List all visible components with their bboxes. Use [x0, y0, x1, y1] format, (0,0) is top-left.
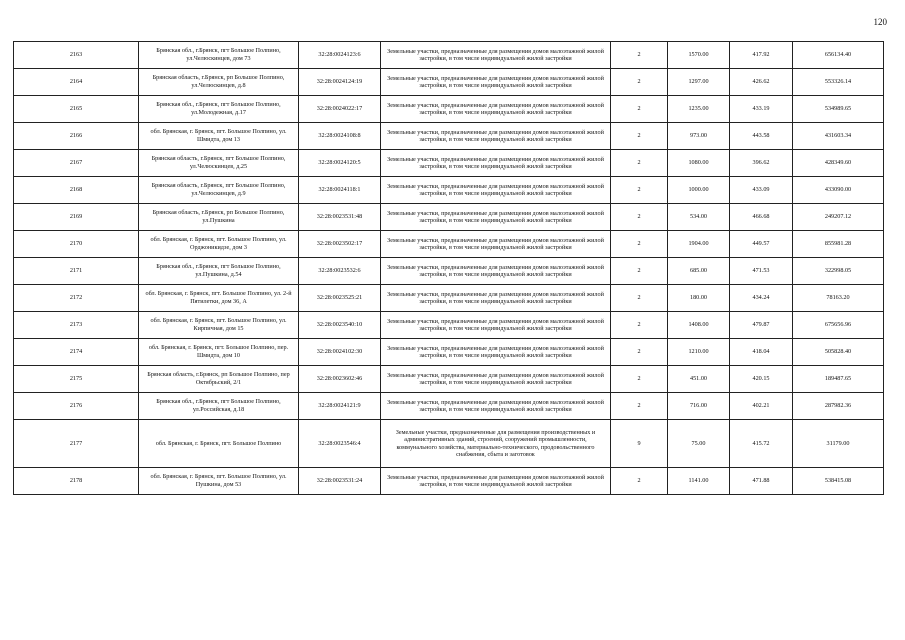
group-cell: 2 — [611, 123, 668, 150]
table-row — [14, 468, 884, 495]
table-row — [14, 339, 884, 366]
specific-value-cell: 420.15 — [730, 366, 793, 393]
address-cell: обл. Брянская, г. Брянск, пгт. Большое Полпино — [139, 420, 299, 468]
row-number-cell: 2164 — [14, 69, 139, 96]
row-number-cell: 2166 — [14, 123, 139, 150]
group-cell: 2 — [611, 258, 668, 285]
specific-value-cell: 426.62 — [730, 69, 793, 96]
cadastral-number-cell: 32:28:0024124:19 — [299, 69, 381, 96]
land-use-cell: Земельные участки, предназначенные для размещения домов малоэтажной жилой застройки, в том числе индивидуальной жилой застройки — [381, 96, 611, 123]
address-cell: обл. Брянская, г. Брянск, пгт. Большое Полпино, ул. Кирпичная, дом 15 — [139, 312, 299, 339]
cadastral-value-cell: 428349.60 — [793, 150, 884, 177]
address-cell: Брянская обл., г.Брянск, пгт Большое Полпино, ул.Челюскинцев, дом 73 — [139, 42, 299, 69]
land-use-cell: Земельные участки, предназначенные для размещения домов малоэтажной жилой застройки, в том числе индивидуальной жилой застройки — [381, 393, 611, 420]
group-cell: 2 — [611, 204, 668, 231]
row-number-cell: 2177 — [14, 420, 139, 468]
cadastral-value-cell: 31179.00 — [793, 420, 884, 468]
land-use-cell: Земельные участки, предназначенные для размещения домов малоэтажной жилой застройки, в том числе индивидуальной жилой застройки — [381, 312, 611, 339]
specific-value-cell: 417.92 — [730, 42, 793, 69]
group-cell: 2 — [611, 150, 668, 177]
area-cell: 1297.00 — [668, 69, 730, 96]
specific-value-cell: 415.72 — [730, 420, 793, 468]
table-row — [14, 393, 884, 420]
address-cell: Брянская область, г.Брянск, пгт Большое Полпино, ул.Челюскинцев, д.9 — [139, 177, 299, 204]
specific-value-cell: 434.24 — [730, 285, 793, 312]
specific-value-cell: 471.53 — [730, 258, 793, 285]
cadastral-number-cell: 32:28:0024123:6 — [299, 42, 381, 69]
group-cell: 2 — [611, 366, 668, 393]
cadastral-value-cell: 656134.40 — [793, 42, 884, 69]
area-cell: 1000.00 — [668, 177, 730, 204]
land-use-cell: Земельные участки, предназначенные для размещения домов малоэтажной жилой застройки, в том числе индивидуальной жилой застройки — [381, 204, 611, 231]
specific-value-cell: 466.68 — [730, 204, 793, 231]
land-use-cell: Земельные участки, предназначенные для размещения домов малоэтажной жилой застройки, в том числе индивидуальной жилой застройки — [381, 150, 611, 177]
address-cell: Брянская область, г.Брянск, рп Большое Полпино, ул.Челюскинцев, д.8 — [139, 69, 299, 96]
table-row — [14, 150, 884, 177]
land-use-cell: Земельные участки, предназначенные для размещения домов малоэтажной жилой застройки, в том числе индивидуальной жилой застройки — [381, 69, 611, 96]
cadastral-value-cell: 189487.65 — [793, 366, 884, 393]
group-cell: 2 — [611, 393, 668, 420]
table-row — [14, 204, 884, 231]
cadastral-value-cell: 78163.20 — [793, 285, 884, 312]
area-cell: 1141.00 — [668, 468, 730, 495]
page-number: 120 — [873, 17, 887, 27]
row-number-cell: 2175 — [14, 366, 139, 393]
specific-value-cell: 449.57 — [730, 231, 793, 258]
area-cell: 716.00 — [668, 393, 730, 420]
specific-value-cell: 433.09 — [730, 177, 793, 204]
address-cell: Брянская обл., г.Брянск, пгт Большое Полпино, ул.Российская, д.18 — [139, 393, 299, 420]
row-number-cell: 2172 — [14, 285, 139, 312]
row-number-cell: 2168 — [14, 177, 139, 204]
cadastral-value-cell: 675656.96 — [793, 312, 884, 339]
table-row — [14, 69, 884, 96]
address-cell: обл. Брянская, г. Брянск, пгт. Большое Полпино, ул. Пушкина, дом 53 — [139, 468, 299, 495]
cadastral-value-cell: 287982.36 — [793, 393, 884, 420]
group-cell: 2 — [611, 42, 668, 69]
cadastral-number-cell: 32:28:0023602:46 — [299, 366, 381, 393]
cadastral-number-cell: 32:28:0024118:1 — [299, 177, 381, 204]
address-cell: Брянская область, г.Брянск, рп Большое Полпино, ул.Пушкина — [139, 204, 299, 231]
area-cell: 534.00 — [668, 204, 730, 231]
area-cell: 1210.00 — [668, 339, 730, 366]
address-cell: обл. Брянская, г. Брянск, пгт. Большое Полпино, ул. Орджоникидзе, дом 3 — [139, 231, 299, 258]
cadastral-value-cell: 855981.28 — [793, 231, 884, 258]
address-cell: Брянская область, г.Брянск, пгт Большое Полпино, ул.Челюскинцев, д.25 — [139, 150, 299, 177]
area-cell: 1080.00 — [668, 150, 730, 177]
address-cell: Брянская обл., г.Брянск, пгт Большое Полпино, ул.Пушкина, д.54 — [139, 258, 299, 285]
land-use-cell: Земельные участки, предназначенные для размещения домов малоэтажной жилой застройки, в том числе индивидуальной жилой застройки — [381, 285, 611, 312]
cadastral-number-cell: 32:28:0024120:5 — [299, 150, 381, 177]
specific-value-cell: 418.04 — [730, 339, 793, 366]
cadastral-number-cell: 32:28:0023531:24 — [299, 468, 381, 495]
specific-value-cell: 402.21 — [730, 393, 793, 420]
cadastral-number-cell: 32:28:0023525:21 — [299, 285, 381, 312]
specific-value-cell: 471.88 — [730, 468, 793, 495]
area-cell: 1408.00 — [668, 312, 730, 339]
cadastral-value-cell: 538415.08 — [793, 468, 884, 495]
cadastral-value-cell: 433090.00 — [793, 177, 884, 204]
address-cell: Брянская область, г.Брянск, рп Большое Полпино, пер Октябрьский, 2/1 — [139, 366, 299, 393]
table-row — [14, 123, 884, 150]
area-cell: 1904.00 — [668, 231, 730, 258]
land-use-cell: Земельные участки, предназначенные для размещения домов малоэтажной жилой застройки, в том числе индивидуальной жилой застройки — [381, 258, 611, 285]
area-cell: 451.00 — [668, 366, 730, 393]
land-use-cell: Земельные участки, предназначенные для размещения домов малоэтажной жилой застройки, в том числе индивидуальной жилой застройки — [381, 468, 611, 495]
cadastral-value-cell: 322998.05 — [793, 258, 884, 285]
specific-value-cell: 443.58 — [730, 123, 793, 150]
area-cell: 1570.00 — [668, 42, 730, 69]
cadastral-value-table — [13, 41, 884, 495]
group-cell: 2 — [611, 69, 668, 96]
specific-value-cell: 396.62 — [730, 150, 793, 177]
address-cell: обл. Брянская, г. Брянск, пгт. Большое Полпино, ул. Шмидта, дом 13 — [139, 123, 299, 150]
cadastral-value-cell: 431603.34 — [793, 123, 884, 150]
address-cell: обл. Брянская, г. Брянск, пгт. Большое Полпино, ул. 2-й Пятилетки, дом 36, А — [139, 285, 299, 312]
area-cell: 75.00 — [668, 420, 730, 468]
group-cell: 9 — [611, 420, 668, 468]
area-cell: 685.00 — [668, 258, 730, 285]
specific-value-cell: 479.87 — [730, 312, 793, 339]
cadastral-number-cell: 32:28:0023531:48 — [299, 204, 381, 231]
table-row — [14, 312, 884, 339]
row-number-cell: 2178 — [14, 468, 139, 495]
land-use-cell: Земельные участки, предназначенные для размещения производственных и административных зданий, строений, сооружений промышленности, коммунального хозяйства, материально-технического, продовольственного снабжения, сбыта и заготовок — [381, 420, 611, 468]
cadastral-number-cell: 32:28:0023540:10 — [299, 312, 381, 339]
cadastral-number-cell: 32:28:0024022:17 — [299, 96, 381, 123]
group-cell: 2 — [611, 96, 668, 123]
group-cell: 2 — [611, 177, 668, 204]
cadastral-number-cell: 32:28:0023502:17 — [299, 231, 381, 258]
table-row — [14, 177, 884, 204]
area-cell: 1235.00 — [668, 96, 730, 123]
group-cell: 2 — [611, 468, 668, 495]
row-number-cell: 2167 — [14, 150, 139, 177]
area-cell: 973.00 — [668, 123, 730, 150]
cadastral-number-cell: 32:28:0024102:30 — [299, 339, 381, 366]
land-use-cell: Земельные участки, предназначенные для размещения домов малоэтажной жилой застройки, в том числе индивидуальной жилой застройки — [381, 339, 611, 366]
row-number-cell: 2174 — [14, 339, 139, 366]
table-row — [14, 420, 884, 468]
cadastral-number-cell: 32:28:0024108:8 — [299, 123, 381, 150]
address-cell: Брянская обл., г.Брянск, пгт Большое Полпино, ул.Молодежная, д.17 — [139, 96, 299, 123]
cadastral-number-cell: 32:28:0024121:9 — [299, 393, 381, 420]
table-row — [14, 42, 884, 69]
cadastral-number-cell: 32:28:0023546:4 — [299, 420, 381, 468]
address-cell: обл. Брянская, г. Брянск, пгт. Большое Полпино, пер. Шмидта, дом 10 — [139, 339, 299, 366]
group-cell: 2 — [611, 312, 668, 339]
land-use-cell: Земельные участки, предназначенные для размещения домов малоэтажной жилой застройки, в том числе индивидуальной жилой застройки — [381, 366, 611, 393]
table-row — [14, 366, 884, 393]
table-body — [14, 42, 884, 495]
land-use-cell: Земельные участки, предназначенные для размещения домов малоэтажной жилой застройки, в том числе индивидуальной жилой застройки — [381, 42, 611, 69]
group-cell: 2 — [611, 285, 668, 312]
land-use-cell: Земельные участки, предназначенные для размещения домов малоэтажной жилой застройки, в том числе индивидуальной жилой застройки — [381, 123, 611, 150]
table-row — [14, 285, 884, 312]
cadastral-value-cell: 505828.40 — [793, 339, 884, 366]
cadastral-number-cell: 32:28:0023532:6 — [299, 258, 381, 285]
row-number-cell: 2173 — [14, 312, 139, 339]
table-row — [14, 96, 884, 123]
land-use-cell: Земельные участки, предназначенные для размещения домов малоэтажной жилой застройки, в том числе индивидуальной жилой застройки — [381, 231, 611, 258]
cadastral-value-cell: 249207.12 — [793, 204, 884, 231]
group-cell: 2 — [611, 231, 668, 258]
row-number-cell: 2163 — [14, 42, 139, 69]
specific-value-cell: 433.19 — [730, 96, 793, 123]
row-number-cell: 2169 — [14, 204, 139, 231]
cadastral-value-cell: 534989.65 — [793, 96, 884, 123]
row-number-cell: 2170 — [14, 231, 139, 258]
row-number-cell: 2176 — [14, 393, 139, 420]
land-use-cell: Земельные участки, предназначенные для размещения домов малоэтажной жилой застройки, в том числе индивидуальной жилой застройки — [381, 177, 611, 204]
area-cell: 180.00 — [668, 285, 730, 312]
cadastral-value-cell: 553326.14 — [793, 69, 884, 96]
table-row — [14, 258, 884, 285]
row-number-cell: 2171 — [14, 258, 139, 285]
row-number-cell: 2165 — [14, 96, 139, 123]
table-row — [14, 231, 884, 258]
group-cell: 2 — [611, 339, 668, 366]
